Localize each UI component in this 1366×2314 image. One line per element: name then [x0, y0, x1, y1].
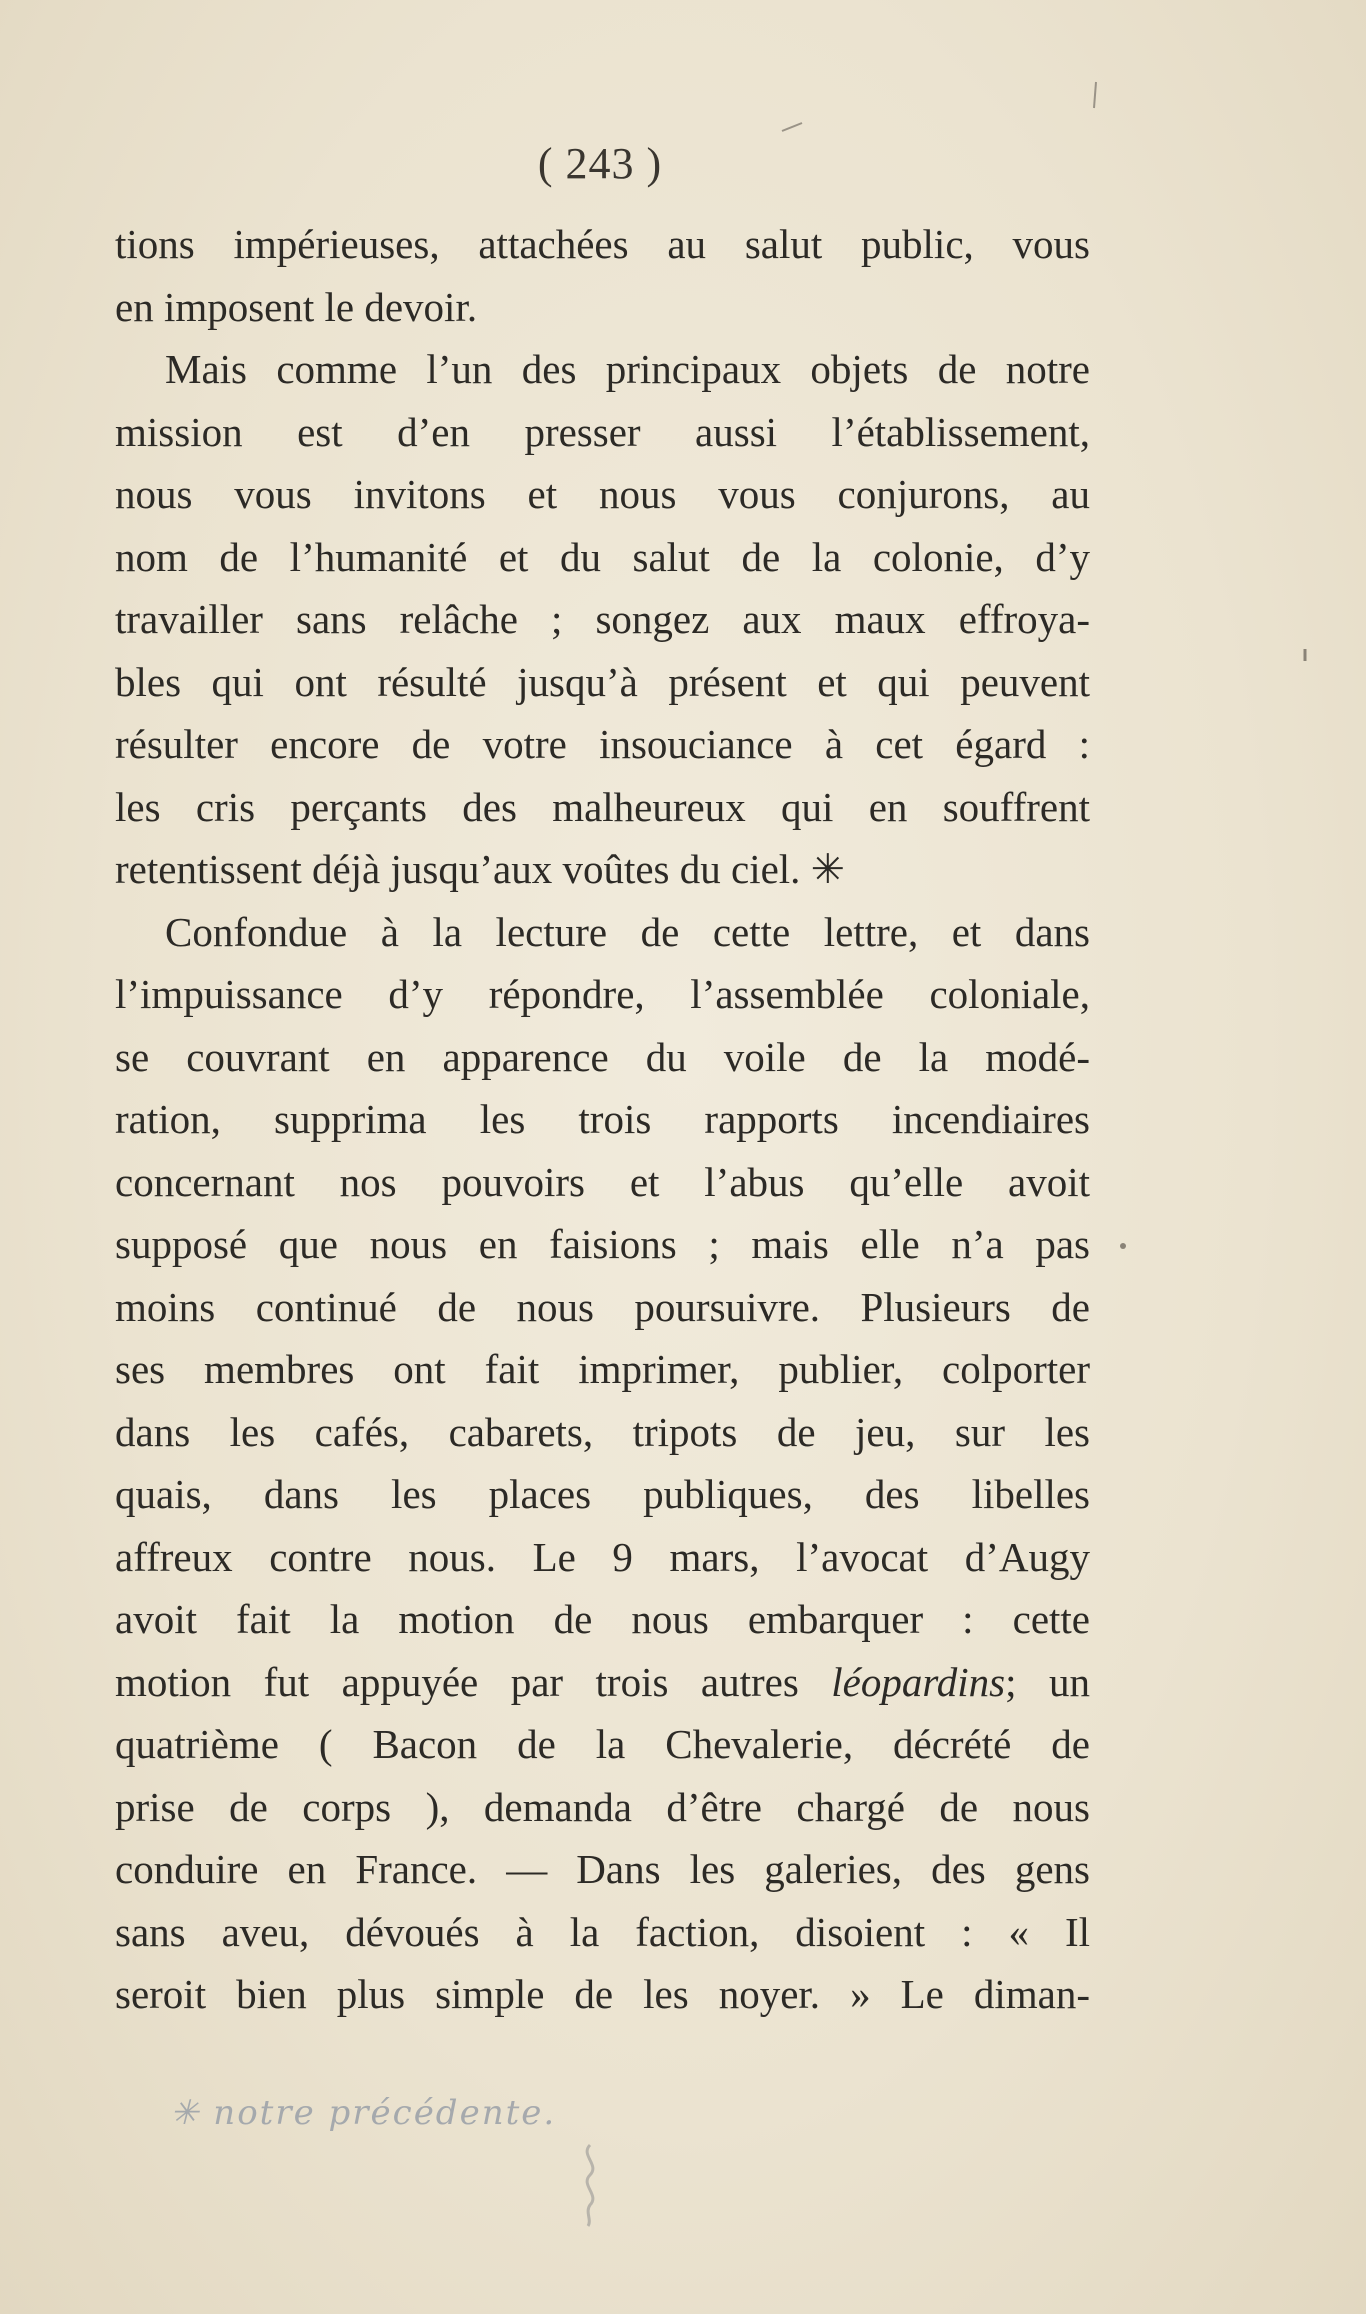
text-line: retentissent déjà jusqu’aux voûtes du ciel. ✳ [115, 846, 846, 892]
text-line-end: ; un [1005, 1658, 1090, 1705]
text-line: les cris perçants des malheureux qui en souffrent [115, 783, 1090, 830]
text-line: quatrième ( Bacon de la Chevalerie, décrété de [115, 1721, 1090, 1767]
text-line: résulter encore de votre insouciance à cet égard : [115, 721, 1090, 767]
text-line: avoit fait la motion de nous embarquer : cette [115, 1596, 1090, 1642]
text-line: mission est d’en presser aussi l’établissement, [115, 408, 1090, 455]
text-line: moins continué de nous poursuivre. Plusieurs de [115, 1283, 1090, 1330]
text-line: ration, supprima les trois rapports incendiaires [115, 1096, 1090, 1142]
text-line: concernant nos pouvoirs et l’abus qu’elle avoit [115, 1158, 1090, 1205]
text-line: bles qui ont résulté jusqu’à présent et qui peuvent [115, 658, 1090, 705]
italic-word: léopardins [831, 1658, 1006, 1705]
stray-mark [1118, 1228, 1128, 1258]
stray-mark [1300, 640, 1310, 670]
text-line: en imposent le devoir. [115, 283, 478, 330]
text-line: affreux contre nous. Le 9 mars, l’avocat d’Augy [115, 1533, 1090, 1580]
text-line: prise de corps ), demanda d’être chargé de nous [115, 1783, 1090, 1830]
text-line: travailler sans relâche ; songez aux maux effroya- [115, 596, 1090, 642]
text-line: l’impuissance d’y répondre, l’assemblée coloniale, [115, 971, 1090, 1017]
text-line: Mais comme l’un des principaux objets de notre [165, 346, 1090, 392]
handwritten-annotation: ✳ notre précédente. [170, 2093, 557, 2133]
ink-speck-icon [1090, 80, 1102, 110]
text-line: ses membres ont fait imprimer, publier, colporter [115, 1346, 1090, 1392]
text-line: supposé que nous en faisions ; mais elle n’a pas [115, 1221, 1090, 1267]
text-line-start: motion fut appuyée par trois autres [115, 1658, 799, 1705]
text-line: nous vous invitons et nous vous conjurons, au [115, 471, 1090, 517]
text-line-with-italic [115, 1651, 1090, 1714]
text-line: seroit bien plus simple de les noyer. » Le diman- [115, 1971, 1090, 2017]
flourish-icon [570, 2140, 610, 2230]
text-line: conduire en France. — Dans les galeries, des gens [115, 1846, 1090, 1892]
text-line: Confondue à la lecture de cette lettre, et dans [165, 908, 1090, 955]
ink-speck-icon [1118, 1241, 1128, 1251]
body-text [115, 213, 1090, 2026]
text-line: quais, dans les places publiques, des libelles [115, 1471, 1090, 1517]
stray-mark [1090, 80, 1102, 117]
ink-flourish-mark [570, 2140, 610, 2243]
text-line: dans les cafés, cabarets, tripots de jeu, sur les [115, 1408, 1090, 1455]
page-number: ( 243 ) [537, 139, 663, 188]
stray-mark [780, 110, 804, 140]
text-line: tions impérieuses, attachées au salut public, vous [115, 221, 1090, 267]
text-line: sans aveu, dévoués à la faction, disoient : « Il [115, 1908, 1090, 1955]
ink-speck-icon [780, 121, 804, 133]
text-line: se couvrant en apparence du voile de la modé- [115, 1033, 1090, 1080]
ink-speck-icon [1300, 647, 1310, 663]
text-line: nom de l’humanité et du salut de la colonie, d’y [115, 533, 1090, 580]
